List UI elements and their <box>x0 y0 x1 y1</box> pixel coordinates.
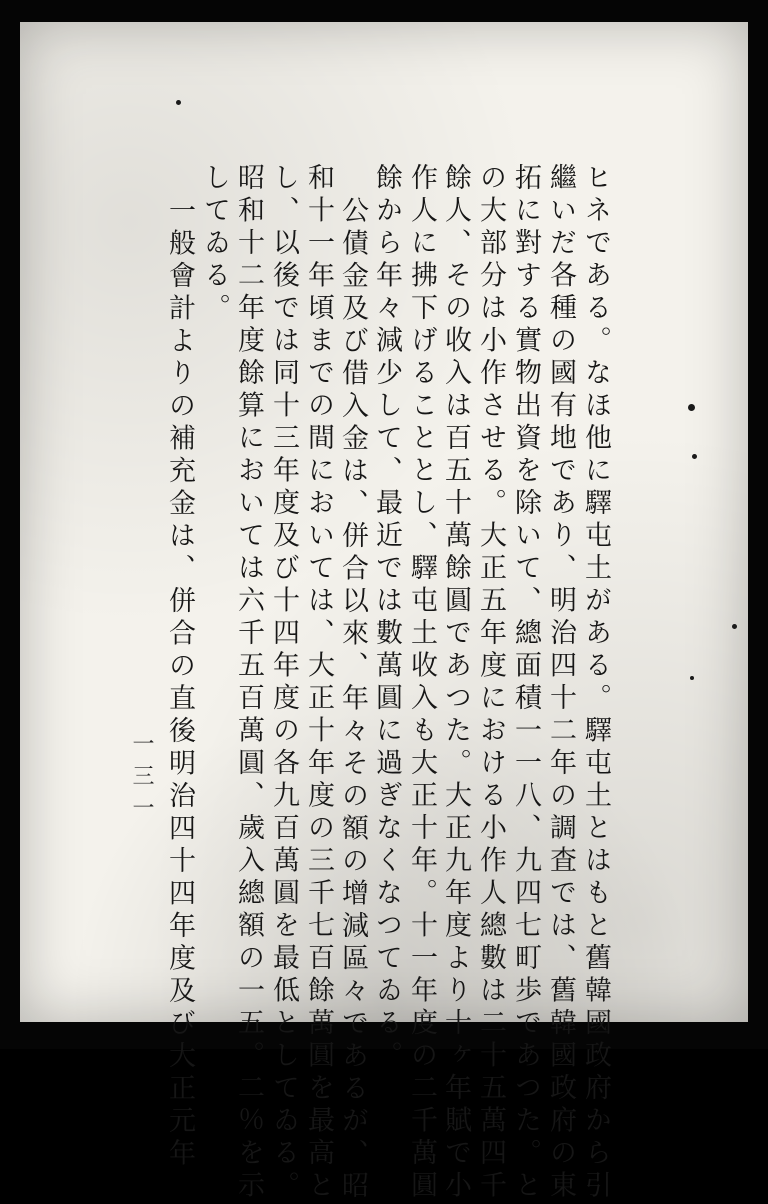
text-line-8: 公債金及び借入金は、併合以來、年々その額の增減區々であるが、昭 <box>337 196 368 1204</box>
text-line-5: 餘人、その收入は百五十萬餘圓であつた。大正九年度より十ヶ年賦で小 <box>440 163 471 1203</box>
ink-speck <box>688 404 695 411</box>
text-line-13: 一般會計よりの補充金は、併合の直後明治四十四年度及び大正元年 <box>164 196 195 1171</box>
text-line-4: の大部分は小作させる。大正五年度における小作人總數は二十五萬四千 <box>475 163 506 1203</box>
ink-speck <box>732 624 737 629</box>
ink-speck <box>690 676 694 680</box>
text-line-3: 拓に對する實物出資を除いて、總面積一一八、九四七町歩であつた。と <box>510 163 541 1203</box>
text-line-12: してゐる。 <box>199 163 230 326</box>
ink-speck <box>692 454 697 459</box>
text-line-2: 繼いだ各種の國有地であり、明治四十二年の調査では、舊韓國政府の東 <box>545 163 576 1203</box>
page-number: 一三一 <box>129 732 154 828</box>
text-line-6: 作人に拂下げることとし、驛屯土收入も大正十年。十一年度の二千萬圓 <box>406 163 437 1203</box>
text-line-7: 餘から年々減少して、最近では數萬圓に過ぎなくなつてゐる。 <box>371 163 402 1073</box>
text-line-10: し、以後では同十三年度及び十四年度の各九百萬圓を最低としてゐる。 <box>268 163 299 1203</box>
ink-speck <box>176 100 181 105</box>
text-line-9: 和十一年頃までの間においては、大正十年度の三千七百餘萬圓を最高と <box>303 163 334 1203</box>
text-line-11: 昭和十二年度餘算においては六千五百萬圓、歲入總額の一五。二％を示 <box>233 163 264 1203</box>
text-line-1: ヒネである。なほ他に驛屯土がある。驛屯土とはもと舊韓國政府から引 <box>580 163 611 1203</box>
